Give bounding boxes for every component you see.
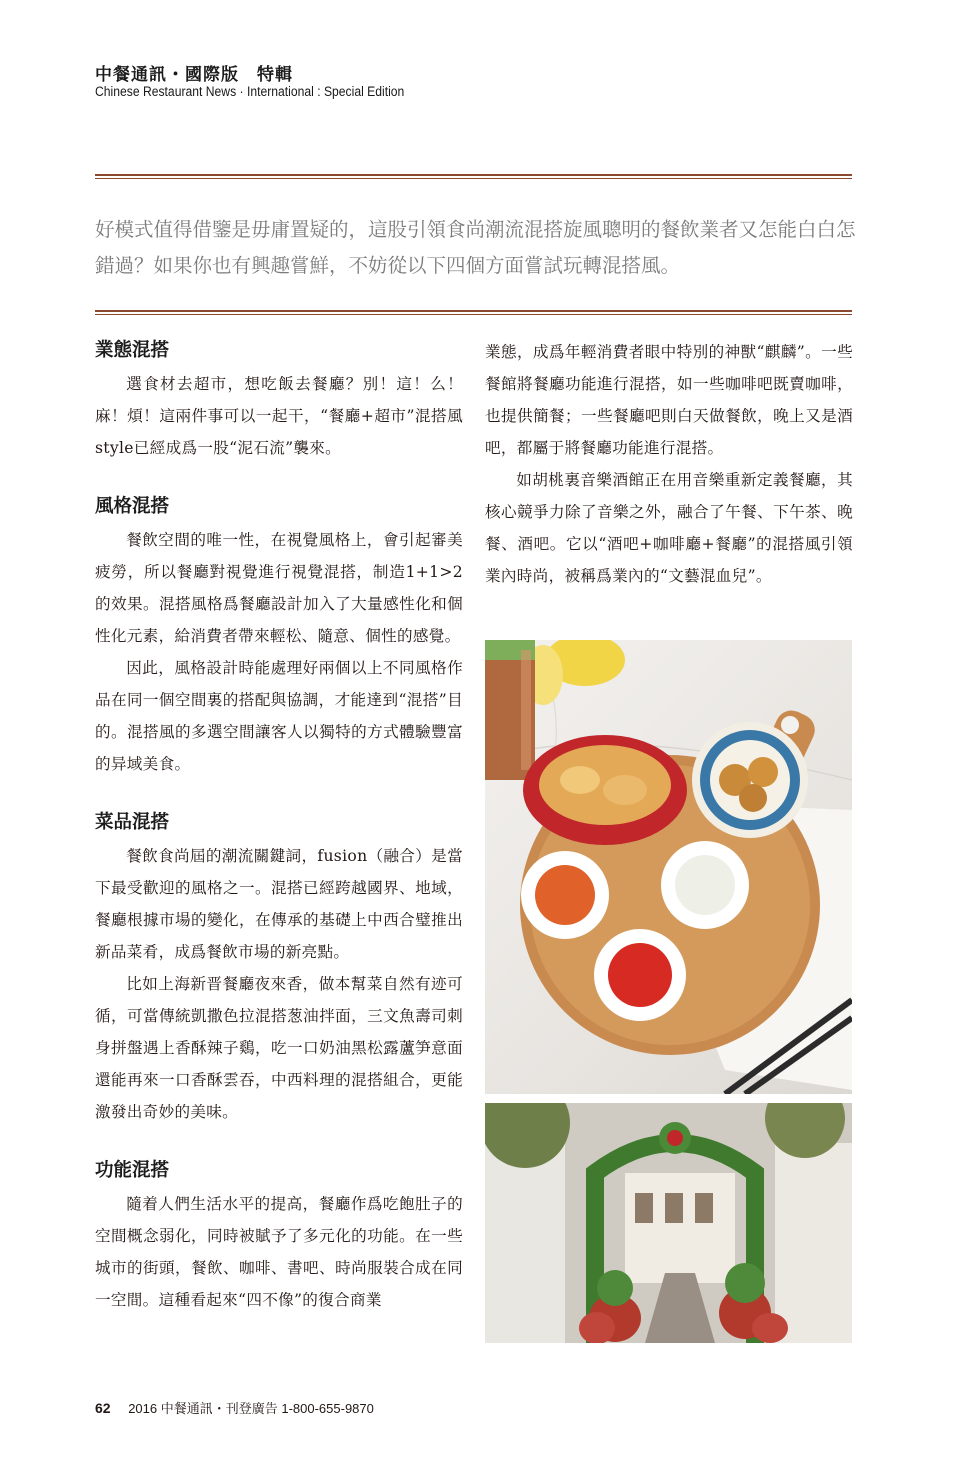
footer-ad-text: 2016 中餐通訊・刊登廣告 1-800-655-9870	[128, 1401, 374, 1416]
section-title: 菜品混搭	[95, 812, 170, 833]
page-footer	[95, 1398, 374, 1417]
intro-text: 好模式值得借鑒是毋庸置疑的，這股引領食尚潮流混搭旋風聰明的餐飲業者又怎能白白怎錯過？如果你也有興趣嘗鮮，不妨從以下四個方面嘗試玩轉混搭風。	[95, 218, 856, 277]
intro-divider	[95, 310, 852, 315]
courtyard-entrance-photo	[485, 1103, 852, 1343]
magazine-title-en: Chinese Restaurant News · International : Special Edition	[95, 84, 405, 99]
section-paragraph: 餐飲食尚屆的潮流關鍵詞，fusion（融合）是當下最受歡迎的風格之一。混搭已經跨越國界、地域，餐廳根據市場的變化，在傳承的基礎上中西合璧推出新品菜肴，成爲餐飲市場的新亮點。	[95, 847, 463, 961]
section-paragraph: 選食材去超市，想吃飯去餐廳？別！這！么！麻！煩！這兩件事可以一起干，“餐廳+超市”混搭風style已經成爲一股“泥石流”襲來。	[95, 375, 463, 457]
section-paragraph: 因此，風格設計時能處理好兩個以上不同風格作品在同一個空間裏的搭配與協調，才能達到“混搭”目的。混搭風的多選空間讓客人以獨特的方式體驗豐富的异域美食。	[95, 659, 463, 773]
courtyard-illustration	[485, 1103, 852, 1343]
section-dish-mix	[95, 808, 463, 1128]
magazine-title-zh: 中餐通訊・國際版 特輯	[95, 65, 293, 85]
section-function-mix	[95, 1156, 463, 1316]
hutaoli-paragraph: 如胡桃裏音樂酒館正在用音樂重新定義餐廳，其核心競爭力除了音樂之外，融合了午餐、下午茶、晚餐、酒吧。它以“酒吧+咖啡廳+餐廳”的混搭風引領業內時尚，被稱爲業內的“文藝混血兒”。	[485, 471, 853, 585]
right-column	[485, 336, 853, 592]
top-divider	[95, 174, 852, 179]
section-title: 業態混搭	[95, 340, 170, 361]
section-style-mix	[95, 492, 463, 780]
section-title: 風格混搭	[95, 496, 170, 517]
food-platter-illustration	[485, 640, 852, 1094]
continued-paragraph: 業態，成爲年輕消費者眼中特別的神獸“麒麟”。一些餐館將餐廳功能進行混搭，如一些咖啡吧既賣咖啡，也提供簡餐；一些餐廳吧則白天做餐飲，晚上又是酒吧，都屬于將餐廳功能進行混搭。	[485, 343, 853, 457]
section-paragraph: 隨着人們生活水平的提高，餐廳作爲吃飽肚子的空間概念弱化，同時被賦予了多元化的功能。在一些城市的街頭，餐飲、咖啡、書吧、時尚服裝合成在同一空間。這種看起來“四不像”的復合商業	[95, 1195, 463, 1309]
section-title: 功能混搭	[95, 1160, 170, 1181]
section-paragraph: 比如上海新晋餐廳夜來香，做本幫菜自然有迹可循，可當傳統凱撒色拉混搭葱油拌面，三文魚壽司刺身拼盤遇上香酥辣子鷄，吃一口奶油黑松露蘆笋意面還能再來一口香酥雲吞，中西料理的混搭組合，更能激發出奇妙的美味。	[95, 975, 463, 1121]
food-platter-photo	[485, 640, 852, 1094]
left-column	[95, 336, 463, 1344]
section-paragraph: 餐飲空間的唯一性，在視覺風格上，會引起審美疲勞，所以餐廳對視覺進行視覺混搭，制造1+1>2的效果。混搭風格爲餐廳設計加入了大量感性化和個性化元素，給消費者帶來輕松、隨意、個性的感覺。	[95, 531, 463, 645]
section-business-mix	[95, 336, 463, 464]
page-number: 62	[95, 1400, 111, 1416]
